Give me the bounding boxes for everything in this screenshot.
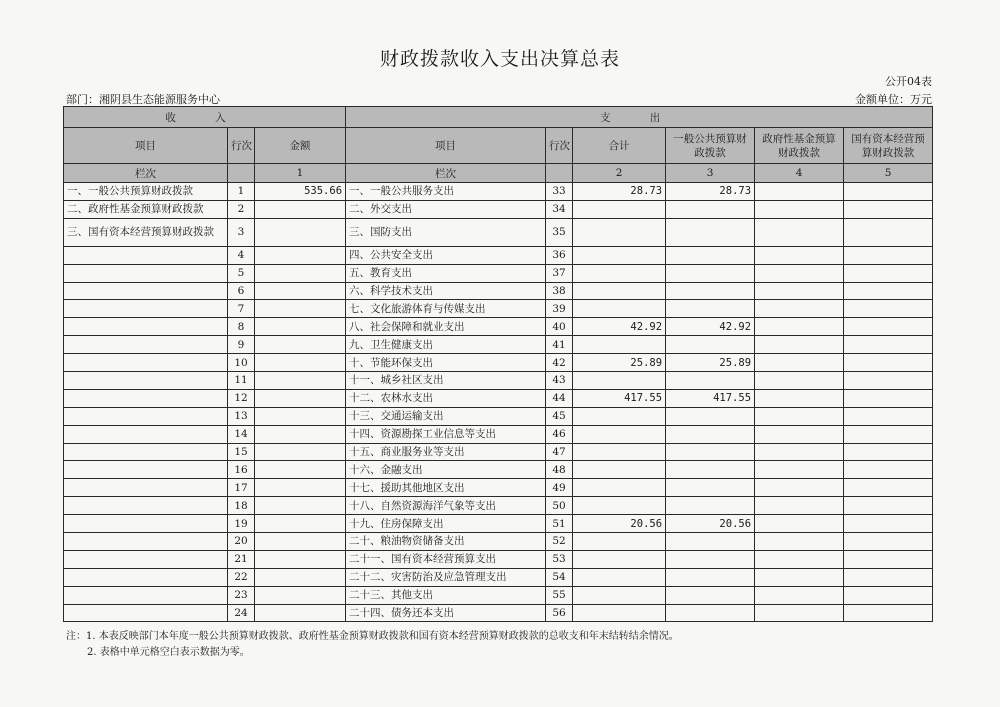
expense-line-cell: 45 xyxy=(546,407,573,425)
expense-line-cell: 37 xyxy=(546,264,573,282)
income-item-cell xyxy=(64,354,228,372)
total-cell: 25.89 xyxy=(573,354,666,372)
expense-item-cell: 十八、自然资源海洋气象等支出 xyxy=(346,497,546,515)
expense-item-cell: 十四、资源勘探工业信息等支出 xyxy=(346,425,546,443)
expense-item-cell: 十九、住房保障支出 xyxy=(346,515,546,533)
expense-col-5: 5 xyxy=(844,164,933,183)
expense-item-cell: 十三、交通运输支出 xyxy=(346,407,546,425)
gov-fund-cell xyxy=(755,200,844,218)
expense-item-cell: 十六、金融支出 xyxy=(346,461,546,479)
state-capital-cell xyxy=(844,443,933,461)
note-2: 2. 表格中单元格空白表示数据为零。 xyxy=(87,647,250,658)
state-capital-cell xyxy=(844,354,933,372)
income-amount-cell xyxy=(255,389,346,407)
state-capital-cell xyxy=(844,479,933,497)
total-cell xyxy=(573,443,666,461)
expense-item-cell: 十二、农林水支出 xyxy=(346,389,546,407)
income-line-header: 行次 xyxy=(228,128,255,164)
income-item-cell xyxy=(64,533,228,551)
income-item-cell xyxy=(64,586,228,604)
form-code: 公开04表 xyxy=(885,75,932,88)
expense-line-cell: 38 xyxy=(546,282,573,300)
state-capital-cell xyxy=(844,372,933,390)
gov-fund-cell xyxy=(755,246,844,264)
income-amount-cell xyxy=(255,604,346,622)
total-header: 合计 xyxy=(573,128,666,164)
general-budget-cell xyxy=(666,497,755,515)
state-capital-cell xyxy=(844,586,933,604)
expense-item-cell: 二十一、国有资本经营预算支出 xyxy=(346,550,546,568)
expense-item-cell: 九、卫生健康支出 xyxy=(346,336,546,354)
table-row xyxy=(64,282,933,300)
general-budget-cell xyxy=(666,200,755,218)
general-budget-cell xyxy=(666,246,755,264)
state-capital-cell xyxy=(844,318,933,336)
income-item-cell xyxy=(64,264,228,282)
expense-line-cell: 43 xyxy=(546,372,573,390)
income-amount-cell xyxy=(255,586,346,604)
income-item-cell xyxy=(64,318,228,336)
income-item-cell: 三、国有资本经营预算财政拨款 xyxy=(64,218,228,246)
state-capital-cell xyxy=(844,282,933,300)
page-title: 财政拨款收入支出决算总表 xyxy=(379,48,620,70)
total-cell xyxy=(573,282,666,300)
state-capital-header: 国有资本经营预算财政拨款 xyxy=(844,128,933,164)
gov-fund-cell xyxy=(755,515,844,533)
table-row xyxy=(64,183,933,201)
expense-line-cell: 55 xyxy=(546,586,573,604)
general-budget-cell: 20.56 xyxy=(666,515,755,533)
total-cell xyxy=(573,479,666,497)
income-line-cell: 9 xyxy=(228,336,255,354)
expense-line-cell: 56 xyxy=(546,604,573,622)
expense-col-2: 2 xyxy=(573,164,666,183)
income-amount-cell xyxy=(255,246,346,264)
general-budget-cell xyxy=(666,586,755,604)
gov-fund-cell xyxy=(755,586,844,604)
notes xyxy=(66,629,679,661)
general-budget-cell xyxy=(666,461,755,479)
total-cell: 28.73 xyxy=(573,183,666,201)
state-capital-cell xyxy=(844,246,933,264)
state-capital-cell xyxy=(844,218,933,246)
expense-item-cell: 四、公共安全支出 xyxy=(346,246,546,264)
income-line-cell: 21 xyxy=(228,550,255,568)
gov-fund-cell xyxy=(755,282,844,300)
expense-item-cell: 二十四、债务还本支出 xyxy=(346,604,546,622)
gov-fund-cell xyxy=(755,604,844,622)
expense-item-cell: 一、一般公共服务支出 xyxy=(346,183,546,201)
general-budget-cell xyxy=(666,264,755,282)
expense-col-blank xyxy=(546,164,573,183)
expense-line-cell: 35 xyxy=(546,218,573,246)
expense-line-cell: 53 xyxy=(546,550,573,568)
income-item-cell: 二、政府性基金预算财政拨款 xyxy=(64,200,228,218)
income-amount-cell xyxy=(255,461,346,479)
table-row xyxy=(64,200,933,218)
table-row xyxy=(64,604,933,622)
table-row xyxy=(64,318,933,336)
expense-item-cell: 二十三、其他支出 xyxy=(346,586,546,604)
income-item-header: 项目 xyxy=(64,128,228,164)
income-item-cell xyxy=(64,604,228,622)
income-item-cell xyxy=(64,246,228,264)
expense-line-cell: 49 xyxy=(546,479,573,497)
state-capital-cell xyxy=(844,425,933,443)
income-item-cell xyxy=(64,336,228,354)
gov-fund-cell xyxy=(755,461,844,479)
income-line-cell: 3 xyxy=(228,218,255,246)
income-line-cell: 16 xyxy=(228,461,255,479)
general-budget-cell xyxy=(666,282,755,300)
total-cell xyxy=(573,550,666,568)
income-amount-cell xyxy=(255,407,346,425)
income-item-cell: 一、一般公共预算财政拨款 xyxy=(64,183,228,201)
total-cell: 417.55 xyxy=(573,389,666,407)
income-line-cell: 12 xyxy=(228,389,255,407)
expense-col-label: 栏次 xyxy=(346,164,546,183)
gov-fund-cell xyxy=(755,389,844,407)
income-item-cell xyxy=(64,407,228,425)
expense-item-cell: 二、外交支出 xyxy=(346,200,546,218)
state-capital-cell xyxy=(844,461,933,479)
gov-fund-cell xyxy=(755,568,844,586)
unit-label: 金额单位：万元 xyxy=(855,93,932,106)
income-amount-cell xyxy=(255,425,346,443)
total-cell xyxy=(573,425,666,443)
expense-line-cell: 41 xyxy=(546,336,573,354)
income-line-cell: 18 xyxy=(228,497,255,515)
income-col-label: 栏次 xyxy=(64,164,228,183)
income-line-cell: 19 xyxy=(228,515,255,533)
income-amount-cell xyxy=(255,479,346,497)
general-budget-cell xyxy=(666,336,755,354)
income-line-cell: 23 xyxy=(228,586,255,604)
state-capital-cell xyxy=(844,568,933,586)
income-item-cell xyxy=(64,479,228,497)
income-amount-cell xyxy=(255,533,346,551)
income-line-cell: 7 xyxy=(228,300,255,318)
expense-line-header: 行次 xyxy=(546,128,573,164)
note-1: 注：1. 本表反映部门本年度一般公共预算财政拨款、政府性基金预算财政拨款和国有资本经营预算财政拨款的总收支和年末结转结余情况。 xyxy=(66,631,679,642)
expense-item-cell: 七、文化旅游体育与传媒支出 xyxy=(346,300,546,318)
table-row xyxy=(64,336,933,354)
general-budget-cell: 417.55 xyxy=(666,389,755,407)
table-row xyxy=(64,246,933,264)
gov-fund-cell xyxy=(755,183,844,201)
state-capital-cell xyxy=(844,497,933,515)
expense-line-cell: 47 xyxy=(546,443,573,461)
expense-line-cell: 52 xyxy=(546,533,573,551)
gov-fund-cell xyxy=(755,318,844,336)
state-capital-cell xyxy=(844,200,933,218)
gov-fund-cell xyxy=(755,425,844,443)
general-budget-cell xyxy=(666,533,755,551)
general-budget-cell: 25.89 xyxy=(666,354,755,372)
expense-line-cell: 33 xyxy=(546,183,573,201)
expense-line-cell: 39 xyxy=(546,300,573,318)
gov-fund-cell xyxy=(755,300,844,318)
gov-fund-cell xyxy=(755,479,844,497)
general-budget-cell xyxy=(666,372,755,390)
department-label: 部门：湘阴县生态能源服务中心 xyxy=(66,93,220,106)
general-budget-cell: 28.73 xyxy=(666,183,755,201)
table-row xyxy=(64,407,933,425)
income-amount-cell xyxy=(255,443,346,461)
total-cell xyxy=(573,568,666,586)
income-amount-cell xyxy=(255,372,346,390)
state-capital-cell xyxy=(844,264,933,282)
table-row xyxy=(64,389,933,407)
expense-line-cell: 54 xyxy=(546,568,573,586)
gov-fund-header: 政府性基金预算财政拨款 xyxy=(755,128,844,164)
income-item-cell xyxy=(64,550,228,568)
table-row xyxy=(64,461,933,479)
expense-item-cell: 八、社会保障和就业支出 xyxy=(346,318,546,336)
income-line-cell: 20 xyxy=(228,533,255,551)
general-budget-cell xyxy=(666,568,755,586)
state-capital-cell xyxy=(844,407,933,425)
gov-fund-cell xyxy=(755,443,844,461)
gov-fund-cell xyxy=(755,264,844,282)
expense-col-3: 3 xyxy=(666,164,755,183)
table-row xyxy=(64,479,933,497)
total-cell xyxy=(573,300,666,318)
general-budget-cell xyxy=(666,550,755,568)
general-budget-cell xyxy=(666,479,755,497)
total-cell xyxy=(573,264,666,282)
expense-line-cell: 48 xyxy=(546,461,573,479)
gov-fund-cell xyxy=(755,354,844,372)
income-amount-cell xyxy=(255,568,346,586)
table-row xyxy=(64,497,933,515)
income-line-cell: 4 xyxy=(228,246,255,264)
table-row xyxy=(64,443,933,461)
total-cell xyxy=(573,200,666,218)
gov-fund-cell xyxy=(755,336,844,354)
expense-item-cell: 十、节能环保支出 xyxy=(346,354,546,372)
income-amount-cell xyxy=(255,354,346,372)
income-header: 收 入 xyxy=(64,107,346,128)
gov-fund-cell xyxy=(755,372,844,390)
general-budget-cell: 42.92 xyxy=(666,318,755,336)
expense-item-header: 项目 xyxy=(346,128,546,164)
income-amount-header: 金额 xyxy=(255,128,346,164)
gov-fund-cell xyxy=(755,550,844,568)
general-budget-cell xyxy=(666,218,755,246)
state-capital-cell xyxy=(844,183,933,201)
expense-item-cell: 十五、商业服务业等支出 xyxy=(346,443,546,461)
gov-fund-cell xyxy=(755,218,844,246)
total-cell xyxy=(573,604,666,622)
income-line-cell: 22 xyxy=(228,568,255,586)
general-budget-cell xyxy=(666,604,755,622)
table-row xyxy=(64,372,933,390)
total-cell xyxy=(573,218,666,246)
expense-header: 支 出 xyxy=(346,107,933,128)
expense-item-cell: 二十二、灾害防治及应急管理支出 xyxy=(346,568,546,586)
income-line-cell: 17 xyxy=(228,479,255,497)
total-cell xyxy=(573,336,666,354)
income-amount-cell xyxy=(255,318,346,336)
income-amount-cell xyxy=(255,200,346,218)
expense-item-cell: 三、国防支出 xyxy=(346,218,546,246)
total-cell xyxy=(573,372,666,390)
expense-line-cell: 34 xyxy=(546,200,573,218)
table-row xyxy=(64,264,933,282)
table-row xyxy=(64,550,933,568)
general-budget-cell xyxy=(666,425,755,443)
table-row xyxy=(64,300,933,318)
table-row xyxy=(64,515,933,533)
income-col-1: 1 xyxy=(255,164,346,183)
table-row xyxy=(64,533,933,551)
income-amount-cell xyxy=(255,300,346,318)
expense-line-cell: 46 xyxy=(546,425,573,443)
state-capital-cell xyxy=(844,336,933,354)
total-cell xyxy=(573,497,666,515)
income-item-cell xyxy=(64,372,228,390)
gov-fund-cell xyxy=(755,497,844,515)
table-row xyxy=(64,218,933,246)
income-item-cell xyxy=(64,515,228,533)
income-item-cell xyxy=(64,389,228,407)
expense-line-cell: 36 xyxy=(546,246,573,264)
total-cell xyxy=(573,407,666,425)
total-cell: 42.92 xyxy=(573,318,666,336)
state-capital-cell xyxy=(844,389,933,407)
general-budget-cell xyxy=(666,407,755,425)
income-line-cell: 10 xyxy=(228,354,255,372)
general-budget-cell xyxy=(666,443,755,461)
income-amount-cell xyxy=(255,515,346,533)
table-row xyxy=(64,586,933,604)
income-line-cell: 15 xyxy=(228,443,255,461)
expense-line-cell: 51 xyxy=(546,515,573,533)
income-line-cell: 14 xyxy=(228,425,255,443)
income-line-cell: 5 xyxy=(228,264,255,282)
general-budget-cell xyxy=(666,300,755,318)
income-line-cell: 24 xyxy=(228,604,255,622)
state-capital-cell xyxy=(844,533,933,551)
income-item-cell xyxy=(64,300,228,318)
income-amount-cell xyxy=(255,218,346,246)
table-row xyxy=(64,568,933,586)
table-row xyxy=(64,354,933,372)
expense-item-cell: 十一、城乡社区支出 xyxy=(346,372,546,390)
state-capital-cell xyxy=(844,300,933,318)
income-amount-cell xyxy=(255,336,346,354)
general-budget-header: 一般公共预算财政拨款 xyxy=(666,128,755,164)
gov-fund-cell xyxy=(755,533,844,551)
income-amount-cell xyxy=(255,550,346,568)
expense-line-cell: 44 xyxy=(546,389,573,407)
income-line-cell: 2 xyxy=(228,200,255,218)
total-cell xyxy=(573,586,666,604)
expense-item-cell: 六、科学技术支出 xyxy=(346,282,546,300)
expense-item-cell: 五、教育支出 xyxy=(346,264,546,282)
income-line-cell: 11 xyxy=(228,372,255,390)
total-cell xyxy=(573,533,666,551)
gov-fund-cell xyxy=(755,407,844,425)
expense-col-4: 4 xyxy=(755,164,844,183)
income-amount-cell xyxy=(255,264,346,282)
expense-line-cell: 42 xyxy=(546,354,573,372)
income-col-blank xyxy=(228,164,255,183)
income-line-cell: 8 xyxy=(228,318,255,336)
income-item-cell xyxy=(64,425,228,443)
finance-table xyxy=(63,106,933,622)
state-capital-cell xyxy=(844,604,933,622)
income-item-cell xyxy=(64,282,228,300)
total-cell: 20.56 xyxy=(573,515,666,533)
table-row xyxy=(64,425,933,443)
income-line-cell: 13 xyxy=(228,407,255,425)
expense-item-cell: 二十、粮油物资储备支出 xyxy=(346,533,546,551)
expense-line-cell: 50 xyxy=(546,497,573,515)
total-cell xyxy=(573,461,666,479)
income-amount-cell xyxy=(255,282,346,300)
income-line-cell: 6 xyxy=(228,282,255,300)
state-capital-cell xyxy=(844,550,933,568)
income-item-cell xyxy=(64,568,228,586)
expense-item-cell: 十七、援助其他地区支出 xyxy=(346,479,546,497)
income-amount-cell: 535.66 xyxy=(255,183,346,201)
income-item-cell xyxy=(64,461,228,479)
expense-line-cell: 40 xyxy=(546,318,573,336)
income-amount-cell xyxy=(255,497,346,515)
state-capital-cell xyxy=(844,515,933,533)
income-line-cell: 1 xyxy=(228,183,255,201)
income-item-cell xyxy=(64,443,228,461)
income-item-cell xyxy=(64,497,228,515)
total-cell xyxy=(573,246,666,264)
